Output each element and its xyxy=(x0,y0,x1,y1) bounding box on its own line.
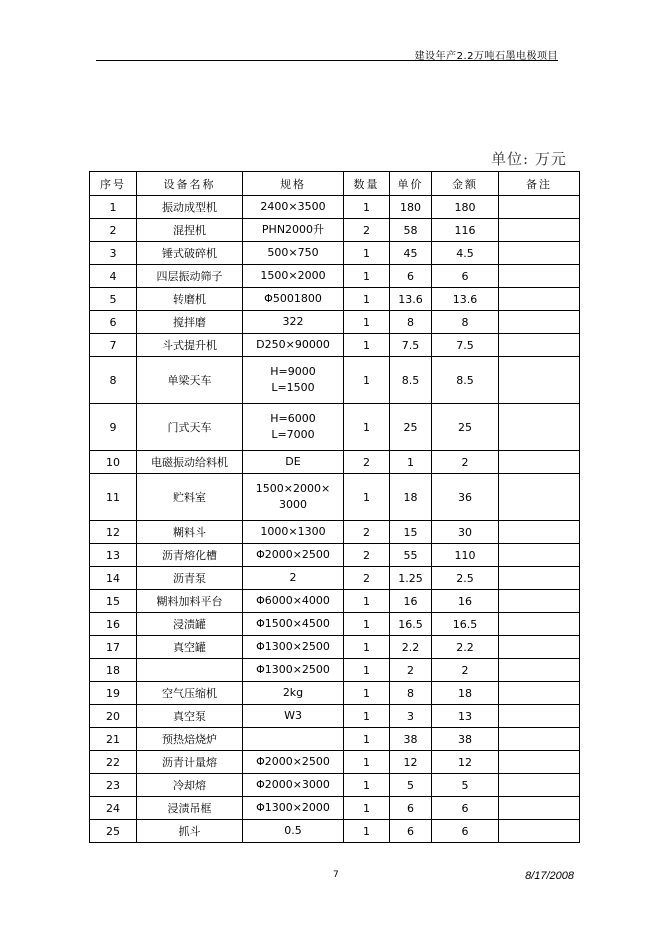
cell-price: 13.6 xyxy=(390,288,432,311)
table-row xyxy=(90,242,580,265)
cell-note xyxy=(499,357,580,404)
cell-amount: 16 xyxy=(432,590,499,613)
cell-name: 抓斗 xyxy=(137,820,243,843)
table-row xyxy=(90,751,580,774)
spec-line: Φ1300×2500 xyxy=(256,640,330,653)
cell-note xyxy=(499,774,580,797)
cell-amount: 2.2 xyxy=(432,636,499,659)
cell-note xyxy=(499,751,580,774)
spec-line: Φ5001800 xyxy=(264,292,322,305)
cell-qty: 1 xyxy=(344,242,390,265)
cell-amount: 6 xyxy=(432,265,499,288)
cell-price: 16.5 xyxy=(390,613,432,636)
table-row xyxy=(90,820,580,843)
spec-line: H=6000 xyxy=(270,412,316,425)
table-row xyxy=(90,474,580,521)
unit-label: 单位: 万元 xyxy=(491,150,567,168)
cell-spec xyxy=(243,659,344,682)
equipment-table xyxy=(89,171,580,843)
cell-no: 18 xyxy=(90,659,137,682)
table-row xyxy=(90,521,580,544)
cell-note xyxy=(499,219,580,242)
cell-amount: 30 xyxy=(432,521,499,544)
cell-qty: 1 xyxy=(344,357,390,404)
cell-price: 1 xyxy=(390,451,432,474)
cell-no: 15 xyxy=(90,590,137,613)
table-row xyxy=(90,265,580,288)
cell-price: 16 xyxy=(390,590,432,613)
cell-no: 13 xyxy=(90,544,137,567)
cell-name: 斗式提升机 xyxy=(137,334,243,357)
cell-price: 12 xyxy=(390,751,432,774)
cell-spec xyxy=(243,451,344,474)
spec-line: Φ1300×2000 xyxy=(256,801,330,814)
cell-price: 8.5 xyxy=(390,357,432,404)
cell-amount: 7.5 xyxy=(432,334,499,357)
cell-qty: 1 xyxy=(344,334,390,357)
cell-note xyxy=(499,242,580,265)
cell-spec xyxy=(243,196,344,219)
col-header-name: 设备名称 xyxy=(137,172,243,196)
spec-line: Φ1500×4500 xyxy=(256,617,330,630)
cell-spec xyxy=(243,820,344,843)
cell-qty: 1 xyxy=(344,404,390,451)
cell-no: 24 xyxy=(90,797,137,820)
cell-amount: 5 xyxy=(432,774,499,797)
table-row xyxy=(90,219,580,242)
cell-qty: 2 xyxy=(344,451,390,474)
cell-qty: 1 xyxy=(344,311,390,334)
cell-note xyxy=(499,636,580,659)
cell-qty: 2 xyxy=(344,219,390,242)
cell-name: 振动成型机 xyxy=(137,196,243,219)
cell-spec xyxy=(243,219,344,242)
cell-no: 17 xyxy=(90,636,137,659)
cell-no: 4 xyxy=(90,265,137,288)
spec-line: 2 xyxy=(289,571,297,584)
cell-name: 沥青计量熔 xyxy=(137,751,243,774)
cell-note xyxy=(499,521,580,544)
cell-qty: 1 xyxy=(344,682,390,705)
cell-name: 门式天车 xyxy=(137,404,243,451)
spec-line: 3000 xyxy=(279,498,307,511)
table-row xyxy=(90,590,580,613)
spec-line: 2400×3500 xyxy=(260,200,326,213)
cell-name: 四层振动筛子 xyxy=(137,265,243,288)
cell-name: 真空罐 xyxy=(137,636,243,659)
cell-no: 5 xyxy=(90,288,137,311)
cell-note xyxy=(499,404,580,451)
cell-note xyxy=(499,659,580,682)
cell-amount: 2 xyxy=(432,659,499,682)
cell-name: 搅拌磨 xyxy=(137,311,243,334)
cell-spec xyxy=(243,357,344,404)
col-header-qty: 数量 xyxy=(344,172,390,196)
cell-price: 5 xyxy=(390,774,432,797)
cell-no: 22 xyxy=(90,751,137,774)
cell-qty: 1 xyxy=(344,659,390,682)
spec-line: D250×90000 xyxy=(256,338,330,351)
cell-spec xyxy=(243,242,344,265)
spec-line: L=7000 xyxy=(271,428,315,441)
cell-no: 19 xyxy=(90,682,137,705)
cell-price: 1.25 xyxy=(390,567,432,590)
cell-amount: 180 xyxy=(432,196,499,219)
cell-price: 55 xyxy=(390,544,432,567)
cell-name: 空气压缩机 xyxy=(137,682,243,705)
cell-amount: 110 xyxy=(432,544,499,567)
cell-price: 8 xyxy=(390,682,432,705)
cell-note xyxy=(499,311,580,334)
cell-note xyxy=(499,334,580,357)
cell-note xyxy=(499,820,580,843)
cell-qty: 1 xyxy=(344,797,390,820)
cell-spec xyxy=(243,590,344,613)
cell-price: 2 xyxy=(390,659,432,682)
cell-spec xyxy=(243,404,344,451)
cell-note xyxy=(499,705,580,728)
spec-line: W3 xyxy=(284,709,302,722)
table-row xyxy=(90,567,580,590)
cell-note xyxy=(499,288,580,311)
cell-note xyxy=(499,613,580,636)
cell-no: 21 xyxy=(90,728,137,751)
cell-no: 2 xyxy=(90,219,137,242)
spec-line: 322 xyxy=(282,315,304,328)
cell-spec xyxy=(243,311,344,334)
cell-name: 糊料斗 xyxy=(137,521,243,544)
cell-amount: 36 xyxy=(432,474,499,521)
page-header-title: 建设年产2.2万吨石墨电极项目 xyxy=(414,51,558,62)
cell-spec xyxy=(243,521,344,544)
cell-amount: 12 xyxy=(432,751,499,774)
cell-qty: 2 xyxy=(344,521,390,544)
cell-name: 混捏机 xyxy=(137,219,243,242)
table-row xyxy=(90,334,580,357)
col-header-note: 备注 xyxy=(499,172,580,196)
spec-line: 1500×2000× xyxy=(255,482,331,495)
spec-line: L=1500 xyxy=(271,381,315,394)
table-row xyxy=(90,797,580,820)
cell-spec xyxy=(243,567,344,590)
table-row xyxy=(90,659,580,682)
cell-amount: 38 xyxy=(432,728,499,751)
spec-line: 0.5 xyxy=(284,824,302,837)
spec-line: H=9000 xyxy=(270,365,316,378)
cell-name: 预热焙烧炉 xyxy=(137,728,243,751)
cell-no: 10 xyxy=(90,451,137,474)
cell-qty: 1 xyxy=(344,288,390,311)
col-header-amount: 金额 xyxy=(432,172,499,196)
cell-no: 11 xyxy=(90,474,137,521)
cell-amount: 2.5 xyxy=(432,567,499,590)
spec-line: 500×750 xyxy=(267,246,319,259)
cell-amount: 13 xyxy=(432,705,499,728)
table-row xyxy=(90,613,580,636)
cell-price: 25 xyxy=(390,404,432,451)
cell-price: 15 xyxy=(390,521,432,544)
cell-price: 6 xyxy=(390,797,432,820)
cell-name: 糊料加料平台 xyxy=(137,590,243,613)
cell-name xyxy=(137,659,243,682)
cell-spec xyxy=(243,334,344,357)
cell-note xyxy=(499,544,580,567)
cell-qty: 2 xyxy=(344,567,390,590)
cell-amount: 25 xyxy=(432,404,499,451)
cell-spec xyxy=(243,474,344,521)
cell-amount: 13.6 xyxy=(432,288,499,311)
col-header-no: 序号 xyxy=(90,172,137,196)
cell-spec xyxy=(243,797,344,820)
cell-name: 浸渍罐 xyxy=(137,613,243,636)
cell-note xyxy=(499,451,580,474)
cell-note xyxy=(499,567,580,590)
cell-name: 浸渍吊框 xyxy=(137,797,243,820)
footer-date: 8/17/2008 xyxy=(525,870,574,882)
cell-amount: 18 xyxy=(432,682,499,705)
cell-qty: 1 xyxy=(344,774,390,797)
table-row xyxy=(90,774,580,797)
spec-line: Φ2000×3000 xyxy=(256,778,330,791)
spec-line: 1000×1300 xyxy=(260,525,326,538)
cell-no: 12 xyxy=(90,521,137,544)
cell-no: 7 xyxy=(90,334,137,357)
cell-name: 单梁天车 xyxy=(137,357,243,404)
cell-spec xyxy=(243,682,344,705)
cell-price: 3 xyxy=(390,705,432,728)
cell-amount: 6 xyxy=(432,820,499,843)
table-row xyxy=(90,311,580,334)
table-row xyxy=(90,682,580,705)
cell-note xyxy=(499,474,580,521)
table-row xyxy=(90,357,580,404)
cell-amount: 6 xyxy=(432,797,499,820)
table-row xyxy=(90,404,580,451)
cell-qty: 1 xyxy=(344,728,390,751)
table-row xyxy=(90,451,580,474)
cell-qty: 2 xyxy=(344,544,390,567)
cell-no: 20 xyxy=(90,705,137,728)
table-row xyxy=(90,196,580,219)
table-row xyxy=(90,728,580,751)
cell-price: 2.2 xyxy=(390,636,432,659)
cell-no: 8 xyxy=(90,357,137,404)
cell-name: 冷却熔 xyxy=(137,774,243,797)
table-body xyxy=(90,196,580,843)
cell-qty: 1 xyxy=(344,705,390,728)
cell-name: 沥青泵 xyxy=(137,567,243,590)
spec-line: 1500×2000 xyxy=(260,269,326,282)
cell-no: 23 xyxy=(90,774,137,797)
cell-note xyxy=(499,797,580,820)
cell-note xyxy=(499,196,580,219)
cell-name: 转磨机 xyxy=(137,288,243,311)
cell-no: 6 xyxy=(90,311,137,334)
col-header-price: 单价 xyxy=(390,172,432,196)
cell-qty: 1 xyxy=(344,196,390,219)
cell-name: 贮料室 xyxy=(137,474,243,521)
cell-qty: 1 xyxy=(344,590,390,613)
cell-note xyxy=(499,728,580,751)
cell-qty: 1 xyxy=(344,265,390,288)
cell-spec xyxy=(243,728,344,751)
cell-qty: 1 xyxy=(344,474,390,521)
cell-qty: 1 xyxy=(344,751,390,774)
cell-no: 25 xyxy=(90,820,137,843)
cell-spec xyxy=(243,774,344,797)
cell-spec xyxy=(243,544,344,567)
cell-price: 45 xyxy=(390,242,432,265)
table-row xyxy=(90,288,580,311)
cell-price: 58 xyxy=(390,219,432,242)
cell-name: 电磁振动给料机 xyxy=(137,451,243,474)
cell-price: 18 xyxy=(390,474,432,521)
col-header-spec: 规格 xyxy=(243,172,344,196)
cell-no: 1 xyxy=(90,196,137,219)
cell-price: 6 xyxy=(390,265,432,288)
cell-no: 3 xyxy=(90,242,137,265)
spec-line: DE xyxy=(285,455,301,468)
cell-no: 16 xyxy=(90,613,137,636)
table-row xyxy=(90,636,580,659)
spec-line: Φ6000×4000 xyxy=(256,594,330,607)
table-row xyxy=(90,544,580,567)
cell-name: 沥青熔化槽 xyxy=(137,544,243,567)
cell-spec xyxy=(243,636,344,659)
cell-price: 38 xyxy=(390,728,432,751)
cell-price: 180 xyxy=(390,196,432,219)
cell-price: 7.5 xyxy=(390,334,432,357)
cell-amount: 8 xyxy=(432,311,499,334)
cell-spec xyxy=(243,613,344,636)
table-row xyxy=(90,705,580,728)
cell-qty: 1 xyxy=(344,613,390,636)
cell-note xyxy=(499,265,580,288)
spec-line: 2kg xyxy=(282,686,304,699)
cell-price: 8 xyxy=(390,311,432,334)
spec-line: PHN2000升 xyxy=(261,223,325,236)
spec-line: Φ2000×2500 xyxy=(256,755,330,768)
cell-spec xyxy=(243,705,344,728)
table-header-row xyxy=(90,172,580,196)
cell-amount: 8.5 xyxy=(432,357,499,404)
cell-name: 锤式破碎机 xyxy=(137,242,243,265)
cell-no: 14 xyxy=(90,567,137,590)
cell-amount: 16.5 xyxy=(432,613,499,636)
cell-spec xyxy=(243,751,344,774)
spec-line: Φ2000×2500 xyxy=(256,548,330,561)
header-divider xyxy=(96,60,558,61)
cell-price: 6 xyxy=(390,820,432,843)
page-number: 7 xyxy=(333,870,339,880)
spec-line: Φ1300×2500 xyxy=(256,663,330,676)
cell-note xyxy=(499,682,580,705)
cell-name: 真空泵 xyxy=(137,705,243,728)
cell-spec xyxy=(243,265,344,288)
cell-note xyxy=(499,590,580,613)
cell-amount: 2 xyxy=(432,451,499,474)
cell-amount: 116 xyxy=(432,219,499,242)
cell-qty: 1 xyxy=(344,636,390,659)
cell-spec xyxy=(243,288,344,311)
cell-amount: 4.5 xyxy=(432,242,499,265)
cell-qty: 1 xyxy=(344,820,390,843)
cell-no: 9 xyxy=(90,404,137,451)
